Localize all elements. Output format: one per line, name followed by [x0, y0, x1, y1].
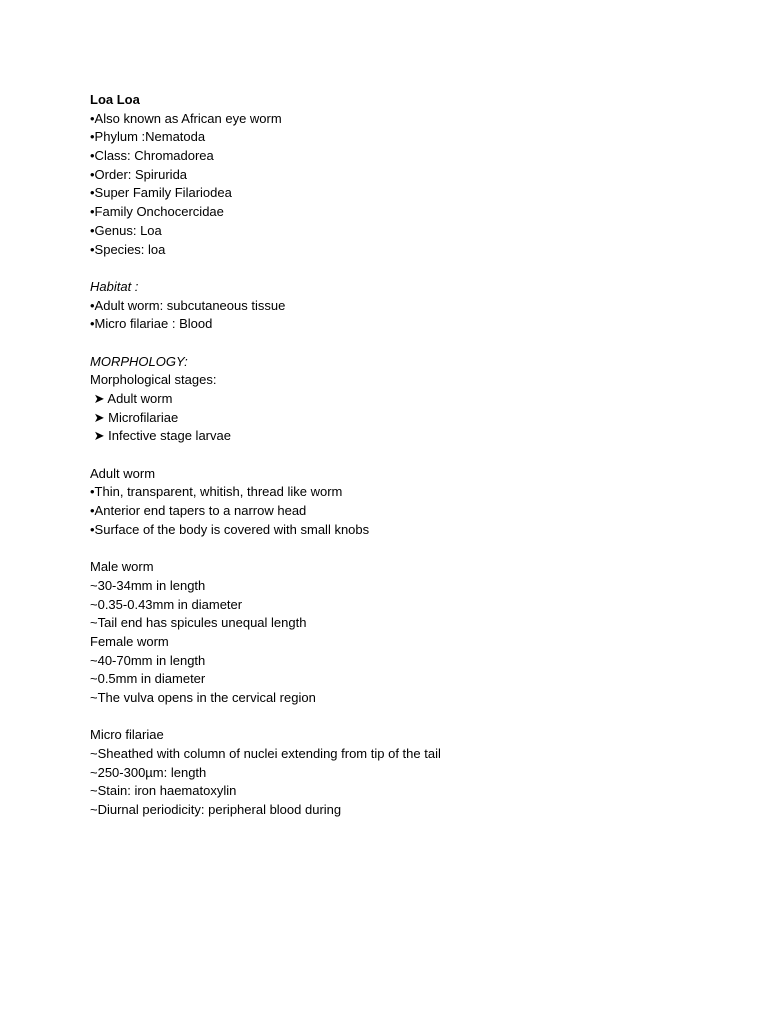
list-item: ➤ Adult worm	[90, 391, 173, 406]
morphology-subheading: Morphological stages:	[90, 372, 217, 388]
list-item: ~Diurnal periodicity: peripheral blood during	[90, 802, 342, 818]
habitat-section	[90, 278, 690, 334]
list-item: ~Stain: iron haematoxylin	[90, 783, 237, 799]
list-item: ~Tail end has spicules unequal length	[90, 615, 307, 631]
male-worm-heading: Male worm	[90, 559, 154, 575]
list-item: ~0.5mm in diameter	[90, 671, 206, 687]
list-item: ~The vulva opens in the cervical region	[90, 690, 316, 705]
list-item: ~Sheathed with column of nuclei extending from tip of the tail	[90, 746, 441, 762]
list-item: •Order: Spirurida	[90, 166, 188, 182]
female-worm-heading: Female worm	[90, 633, 169, 649]
list-item: •Adult worm: subcutaneous tissue	[90, 297, 286, 313]
list-item: •Thin, transparent, whitish, thread like worm	[90, 484, 343, 500]
habitat-heading: Habitat :	[90, 278, 139, 294]
list-item: ➤ Infective stage larvae	[90, 428, 231, 444]
document-body	[90, 91, 690, 820]
spacer	[90, 708, 690, 727]
list-item: ~0.35-0.43mm in diameter	[90, 596, 243, 612]
female-worm-section	[90, 633, 690, 708]
list-item: •Anterior end tapers to a narrow head	[90, 503, 307, 519]
list-item: •Surface of the body is covered with small knobs	[90, 521, 370, 537]
list-item: •Micro filariae : Blood	[90, 316, 213, 332]
list-item: ➤ Microfilariae	[90, 409, 179, 425]
male-worm-section	[90, 558, 690, 633]
morphology-section	[90, 353, 690, 446]
list-item: •Phylum :Nematoda	[90, 129, 206, 145]
spacer	[90, 334, 690, 353]
list-item: •Species: loa	[90, 241, 166, 257]
spacer	[90, 446, 690, 465]
spacer	[90, 540, 690, 559]
adult-worm-heading: Adult worm	[90, 465, 156, 481]
list-item: •Class: Chromadorea	[90, 148, 214, 164]
list-item: •Super Family Filariodea	[90, 185, 232, 201]
spacer	[90, 259, 690, 278]
list-item: •Family Onchocercidae	[90, 204, 224, 220]
micro-filariae-section	[90, 726, 690, 819]
list-item: ~40-70mm in length	[90, 652, 206, 668]
list-item: ~250-300µm: length	[90, 764, 207, 780]
adult-worm-section	[90, 465, 690, 540]
micro-filariae-heading: Micro filariae	[90, 727, 164, 743]
list-item: ~30-34mm in length	[90, 577, 206, 593]
classification-list	[90, 110, 690, 260]
morphology-heading: MORPHOLOGY:	[90, 353, 188, 369]
list-item: •Genus: Loa	[90, 222, 162, 238]
document-title: Loa Loa	[90, 92, 140, 107]
list-item: •Also known as African eye worm	[90, 110, 282, 126]
